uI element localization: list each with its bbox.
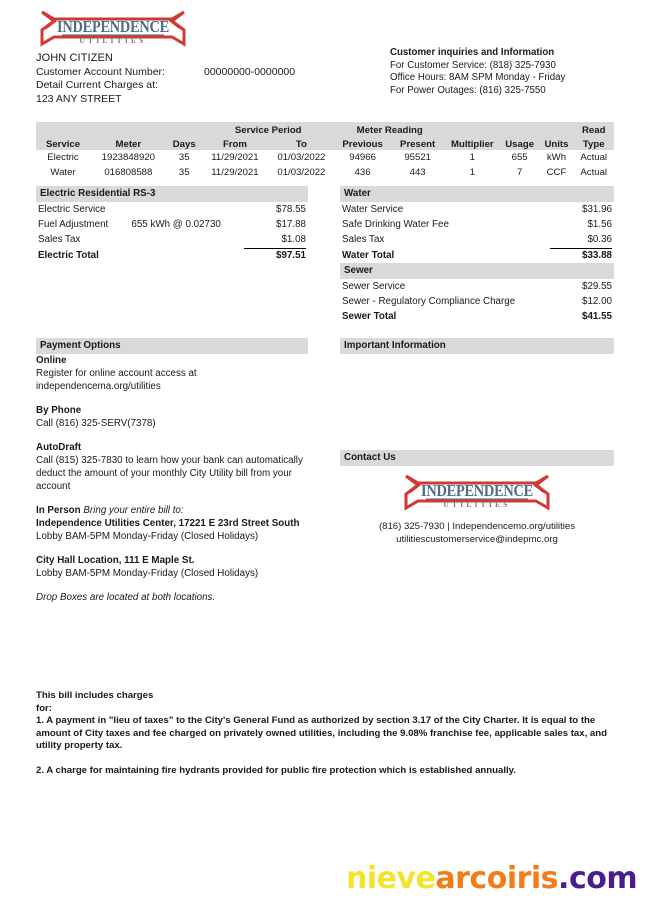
cell-usage: 655 <box>511 152 528 163</box>
total-amount: $41.55 <box>582 311 612 322</box>
total-amount: $97.51 <box>244 248 306 262</box>
payment-cityhall-label: City Hall Location, 111 E Maple St. <box>36 555 195 566</box>
charge-amount: $17.88 <box>276 219 306 230</box>
charge-row <box>340 217 614 232</box>
service-address: 123 ANY STREET <box>36 92 122 105</box>
payment-autodraft-line1: Call (815) 325-7830 to learn how your bank can automatically <box>36 455 303 466</box>
payment-inperson-italic: Bring your entire bill to: <box>83 505 184 516</box>
service-table-header-row-1 <box>36 122 614 136</box>
water-section-title: Water <box>340 186 614 202</box>
contact-us-logo <box>397 472 557 516</box>
charge-detail: 655 kWh @ 0.02730 <box>131 219 221 230</box>
charge-amount: $78.55 <box>276 204 306 215</box>
th-service: Service <box>45 139 81 150</box>
legal-item-2: 2. A charge for maintaining fire hydrants provided for public fire protection which is established annually. <box>36 764 516 776</box>
cell-present: 95521 <box>404 152 431 163</box>
independence-utilities-logo-icon <box>397 472 557 512</box>
spacer <box>36 543 316 554</box>
total-label: Water Total <box>342 250 395 261</box>
cell-service: Electric <box>47 152 79 163</box>
cell-meter: 1923848920 <box>101 152 156 163</box>
contact-us-title: Contact Us <box>340 450 614 466</box>
watermark-part-1: nieve <box>346 861 436 896</box>
payment-inperson-address: Independence Utilities Center, 17221 E 23rd Street South <box>36 518 300 529</box>
charge-row <box>36 202 308 217</box>
cell-read-type: Actual <box>580 167 608 178</box>
payment-autodraft-line3: account <box>36 481 71 492</box>
legal-intro-line1: This bill includes charges <box>36 690 154 701</box>
cell-read-type: Actual <box>580 152 608 163</box>
charge-desc: Sewer - Regulatory Compliance Charge <box>342 296 516 307</box>
spacer <box>36 430 316 441</box>
watermark <box>346 861 637 896</box>
logo-subtext: UTILITIES <box>443 500 511 509</box>
important-information-title: Important Information <box>340 338 614 354</box>
payment-inperson-label: In Person <box>36 505 81 516</box>
cell-from: 11/29/2021 <box>211 167 259 178</box>
cell-days: 35 <box>178 167 190 178</box>
logo-subtext: UTILITIES <box>79 36 147 45</box>
watermark-part-3: .com <box>558 861 638 896</box>
charge-row <box>36 217 308 232</box>
detail-charges-label: Detail Current Charges at: <box>36 79 158 91</box>
contact-email: utilitiescustomerservice@indepmc.org <box>396 534 558 545</box>
water-total-row <box>340 247 614 263</box>
th-previous: Previous <box>342 139 383 150</box>
charge-desc: Sales Tax <box>342 234 385 245</box>
spacer <box>36 393 316 404</box>
inquiries-title: Customer inquiries and Information <box>390 47 555 58</box>
charge-desc: Sewer Service <box>342 281 406 292</box>
charge-amount: $0.36 <box>587 234 612 245</box>
spacer <box>36 580 316 591</box>
cell-multiplier: 1 <box>469 152 475 163</box>
cell-units: CCF <box>546 167 567 178</box>
sewer-total-row <box>340 309 614 324</box>
total-label: Electric Total <box>38 250 99 261</box>
inquiries-power-outages: For Power Outages: (816) 325-7550 <box>390 84 546 96</box>
th-multiplier: Multiplier <box>451 139 494 150</box>
cell-multiplier: 1 <box>469 167 475 178</box>
cell-to: 01/03/2022 <box>277 167 326 178</box>
service-details-table <box>36 122 614 180</box>
payment-phone-line1: Call (816) 325-SERV(7378) <box>36 418 156 429</box>
th-meter-reading: Meter Reading <box>356 125 423 136</box>
charge-row <box>340 279 614 294</box>
cell-previous: 436 <box>354 167 371 178</box>
payment-online-line2: independencema.org/utilities <box>36 381 161 392</box>
customer-inquiries-block <box>390 47 565 97</box>
charge-desc: Sales Tax <box>38 234 81 245</box>
contact-us-body <box>340 472 614 546</box>
payment-phone-label: By Phone <box>36 405 82 416</box>
electric-section-title: Electric Residential RS-3 <box>36 186 308 202</box>
th-units: Units <box>544 139 569 150</box>
payment-cityhall-hours: Lobby BAM-5PM Monday-Friday (Closed Holidays) <box>36 568 259 579</box>
th-to: To <box>295 139 307 150</box>
payment-options-body <box>36 354 316 604</box>
electric-charges-panel <box>36 186 308 263</box>
th-service-period: Service Period <box>234 125 302 136</box>
payment-inperson-line <box>36 504 316 517</box>
payment-dropbox-note: Drop Boxes are located at both locations. <box>36 592 216 603</box>
charge-amount: $1.08 <box>281 234 306 245</box>
cell-service: Water <box>50 167 76 178</box>
watermark-part-2: arcoiris <box>435 861 559 896</box>
cell-present: 443 <box>409 167 426 178</box>
electric-total-row <box>36 247 308 263</box>
company-logo <box>40 8 610 48</box>
charge-amount: $1.56 <box>587 219 612 230</box>
th-read-type-line1: Read <box>581 125 606 136</box>
th-from: From <box>222 139 247 150</box>
account-number-label: Customer Account Number: <box>36 65 165 78</box>
payment-online-label: Online <box>36 355 67 366</box>
cell-units: kWh <box>546 152 567 163</box>
inquiries-office-hours: Office Hours: 8AM SPM Monday - Friday <box>390 72 566 84</box>
account-number-value: 00000000-0000000 <box>204 65 296 78</box>
legal-intro-line2: for: <box>36 702 52 714</box>
table-row <box>36 150 614 165</box>
charge-desc: Safe Drinking Water Fee <box>342 219 449 230</box>
charge-row <box>36 232 308 247</box>
logo-wordmark: INDEPENDENCE <box>421 481 533 500</box>
cell-days: 35 <box>178 152 190 163</box>
charge-amount: $12.00 <box>582 296 612 307</box>
cell-previous: 94966 <box>349 152 376 163</box>
cell-usage: 7 <box>516 167 523 178</box>
independence-utilities-logo-icon <box>40 8 186 48</box>
inquiries-customer-service: For Customer Service: (818) 325-7930 <box>390 59 556 71</box>
cell-from: 11/29/2021 <box>211 152 259 163</box>
th-read-type-line2: Type <box>582 139 605 150</box>
cell-meter: 016808588 <box>104 167 153 178</box>
charge-row <box>340 202 614 217</box>
charge-row <box>340 232 614 247</box>
service-table-head <box>36 122 614 150</box>
charge-amount: $31.96 <box>582 204 612 215</box>
total-amount: $33.88 <box>550 248 612 262</box>
charge-desc: Electric Service <box>38 204 106 215</box>
sewer-section-title: Sewer <box>340 263 614 279</box>
service-table-body <box>36 150 614 180</box>
payment-autodraft-label: AutoDraft <box>36 442 82 453</box>
th-meter: Meter <box>115 139 142 150</box>
contact-phone-web: (816) 325-7930 | Independencemo.org/utilities <box>378 521 576 532</box>
charge-desc: Water Service <box>342 204 404 215</box>
charge-amount: $29.55 <box>582 281 612 292</box>
water-charges-panel <box>340 186 614 324</box>
charge-desc: Fuel Adjustment <box>38 219 109 230</box>
th-present: Present <box>400 139 436 150</box>
th-days: Days <box>172 139 196 150</box>
payment-inperson-hours: Lobby BAM-5PM Monday-Friday (Closed Holidays) <box>36 531 259 542</box>
spacer <box>36 493 316 504</box>
legal-item-1: 1. A payment in "lieu of taxes" to the City's General Fund as authorized by section 3.17 of the City Charter. It is equal to the amount of City taxes and fee charged on privately owned utilities, including the 9.08% franchise fee, applicable sales tax, and utility property tax. <box>36 715 607 752</box>
cell-to: 01/03/2022 <box>277 152 326 163</box>
legal-disclosures <box>36 690 614 778</box>
customer-name: JOHN CITIZEN <box>36 52 113 64</box>
payment-autodraft-line2: deduct the amount of your monthly City Utility bill from your <box>36 468 292 479</box>
table-row <box>36 165 614 180</box>
th-usage: Usage <box>505 139 535 150</box>
payment-online-line1: Register for online account access at <box>36 368 197 379</box>
charge-row <box>340 294 614 309</box>
total-label: Sewer Total <box>342 311 397 322</box>
logo-wordmark: INDEPENDENCE <box>57 17 169 36</box>
payment-options-title: Payment Options <box>36 338 308 354</box>
